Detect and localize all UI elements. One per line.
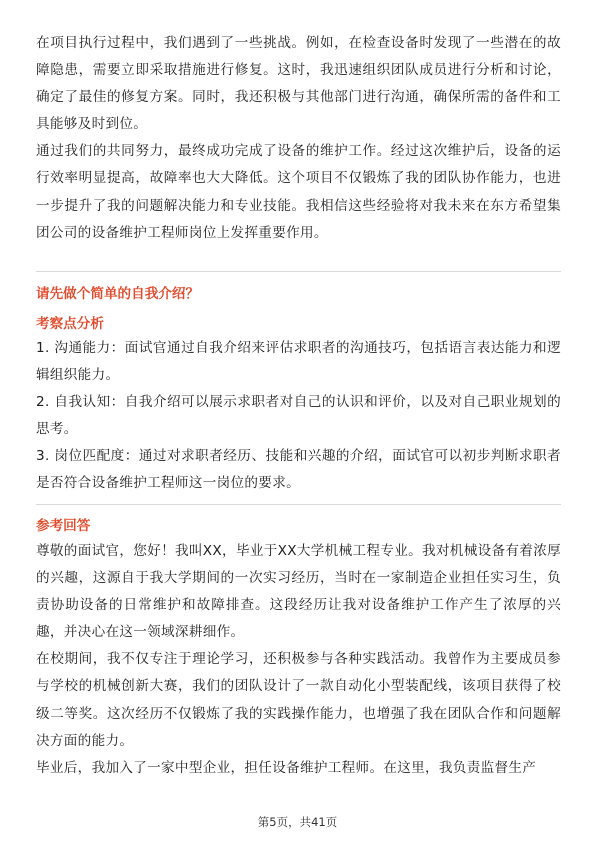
page-number: 第5页，共41页 [257, 815, 338, 829]
section-divider [36, 271, 561, 272]
analysis-item: 1. 沟通能力：面试官通过自我介绍来评估求职者的沟通技巧，包括语言表达能力和逻辑组织能力。 [36, 340, 561, 384]
question-title: 请先做个简单的自我介绍？ [36, 286, 200, 302]
answer-body [36, 538, 561, 782]
paragraph: 毕业后，我加入了一家中型企业，担任设备维护工程师。在这里，我负责监督生产 [36, 759, 537, 776]
previous-answer-continuation [36, 30, 561, 247]
analysis-heading: 考察点分析 [36, 316, 104, 332]
analysis-item: 3. 岗位匹配度：通过对求职者经历、技能和兴趣的介绍，面试官可以初步判断求职者是否符合设备维护工程师这一岗位的要求。 [36, 448, 561, 492]
analysis-list [36, 335, 561, 498]
paragraph: 尊敬的面试官，您好！我叫XX，毕业于XX大学机械工程专业。我对机械设备有着浓厚的兴趣，这源自于我大学期间的一次实习经历，当时在一家制造企业担任实习生，负责协助设备的日常维护和故障排查。这段经历让我对设备维护工作产生了浓厚的兴趣，并决心在这一领域深耕细作。 [36, 543, 561, 641]
paragraph: 在项目执行过程中，我们遇到了一些挑战。例如，在检查设备时发现了一些潜在的故障隐患，需要立即采取措施进行修复。这时，我迅速组织团队成员进行分析和讨论，确定了最佳的修复方案。同时，我还积极与其他部门进行沟通，确保所需的备件和工具能够及时到位。 [36, 35, 561, 133]
section-divider [36, 504, 561, 505]
paragraph: 在校期间，我不仅专注于理论学习，还积极参与各种实践活动。我曾作为主要成员参与学校的机械创新大赛，我们的团队设计了一款自动化小型装配线，该项目获得了校级二等奖。这次经历不仅锻炼了我的实践操作能力，也增强了我在团队合作和问题解决方面的能力。 [36, 651, 561, 749]
answer-heading: 参考回答 [36, 518, 91, 534]
paragraph: 通过我们的共同努力，最终成功完成了设备的维护工作。经过这次维护后，设备的运行效率明显提高，故障率也大大降低。这个项目不仅锻炼了我的团队协作能力，也进一步提升了我的问题解决能力和专业技能。我相信这些经验将对我未来在东方希望集团公司的设备维护工程师岗位上发挥重要作用。 [36, 143, 561, 241]
analysis-item: 2. 自我认知：自我介绍可以展示求职者对自己的认识和评价，以及对自己职业规划的思考。 [36, 394, 561, 438]
